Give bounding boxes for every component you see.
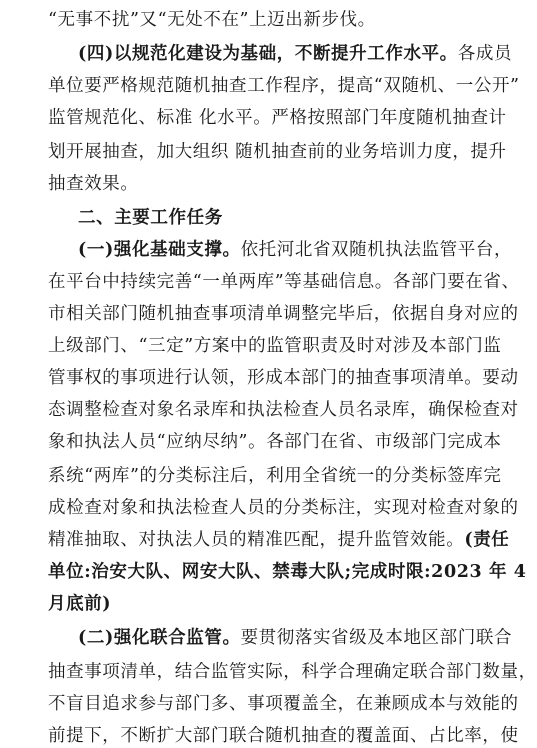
body-text: 市相关部门随机抽查事项清单调整完毕后，依据自身对应的: [48, 304, 519, 324]
bold-text: 二、主要工作任务: [78, 208, 223, 228]
paragraph-line: [48, 724, 519, 748]
paragraph-line: [78, 42, 512, 66]
body-text: 单位要严格规范随机抽查工作程序，提高“双随机、一公开”: [48, 76, 520, 96]
body-text: 划开展抽查，加大组织 随机抽查前的业务培训力度，提升: [48, 142, 507, 162]
paragraph-line: [78, 626, 512, 650]
body-text: 依托河北省双随机执法监管平台，: [240, 240, 513, 260]
paragraph-line: [48, 398, 519, 422]
paragraph-line: [48, 74, 520, 98]
paragraph-line: [48, 302, 519, 326]
paragraph-line: [48, 592, 111, 616]
bold-text: (四)以规范化建设为基础，不断提升工作水平。: [78, 44, 458, 64]
paragraph-line: [48, 430, 502, 454]
paragraph-line: [48, 692, 519, 716]
body-text: 成检查对象和执法检查人员的分类标注，实现对检查对象的: [48, 498, 519, 518]
body-text: 抽查效果。: [48, 174, 139, 194]
body-text: 上级部门、“三定”方案中的监管职责及时对涉及本部门监: [48, 336, 502, 356]
body-text: 监管规范化、标准 化水平。严格按照部门年度随机抽查计: [48, 108, 507, 128]
body-text: 象和执法人员“应纳尽纳”。各部门在省、市级部门完成本: [48, 432, 502, 452]
body-text: 管事权的事项进行认领，形成本部门的抽查事项清单。要动: [48, 368, 519, 388]
bold-text: (一)强化基础支撑。: [78, 240, 241, 260]
bold-text: (责任: [464, 530, 510, 550]
body-text: “无事不扰”又“无处不在”上迈出新步伐。: [48, 10, 376, 30]
body-text: 精准抽取、对执法人员的精准匹配，提升监管效能。: [48, 530, 465, 550]
paragraph-line: [48, 464, 502, 488]
body-text: 态调整检查对象名录库和执法检查人员名录库，确保检查对: [48, 400, 519, 420]
bold-text: 月底前): [48, 594, 112, 614]
paragraph-line: [48, 366, 519, 390]
body-text: 抽查事项清单，结合监管实际，科学合理确定联合部门数量，: [48, 662, 537, 682]
bold-text: (二)强化联合监管。: [78, 628, 241, 648]
paragraph-line: [48, 560, 527, 584]
paragraph-line: [48, 8, 376, 32]
paragraph-line: [48, 334, 502, 358]
bold-text: 单位:治安大队、网安大队、禁毒大队;完成时限:2023 年 4: [48, 562, 527, 582]
body-text: 在平台中持续完善“一单两库”等基础信息。各部门要在省、: [48, 272, 520, 292]
body-text: 系统“两库”的分类标注后，利用全省统一的分类标签库完: [48, 466, 502, 486]
section-heading: [78, 206, 223, 230]
paragraph-line: [48, 528, 509, 552]
body-text: 不盲目追求参与部门多、事项覆盖全，在兼顾成本与效能的: [48, 694, 519, 714]
body-text: 各成员: [457, 44, 513, 64]
paragraph-line: [48, 496, 519, 520]
paragraph-line: [48, 172, 139, 196]
paragraph-line: [48, 270, 520, 294]
paragraph-line: [48, 106, 507, 130]
body-text: 前提下，不断扩大部门联合随机抽查的覆盖面、占比率，使: [48, 726, 519, 746]
paragraph-line: [48, 660, 537, 684]
paragraph-line: [48, 140, 507, 164]
paragraph-line: [78, 238, 512, 262]
body-text: 要贯彻落实省级及本地区部门联合: [240, 628, 513, 648]
